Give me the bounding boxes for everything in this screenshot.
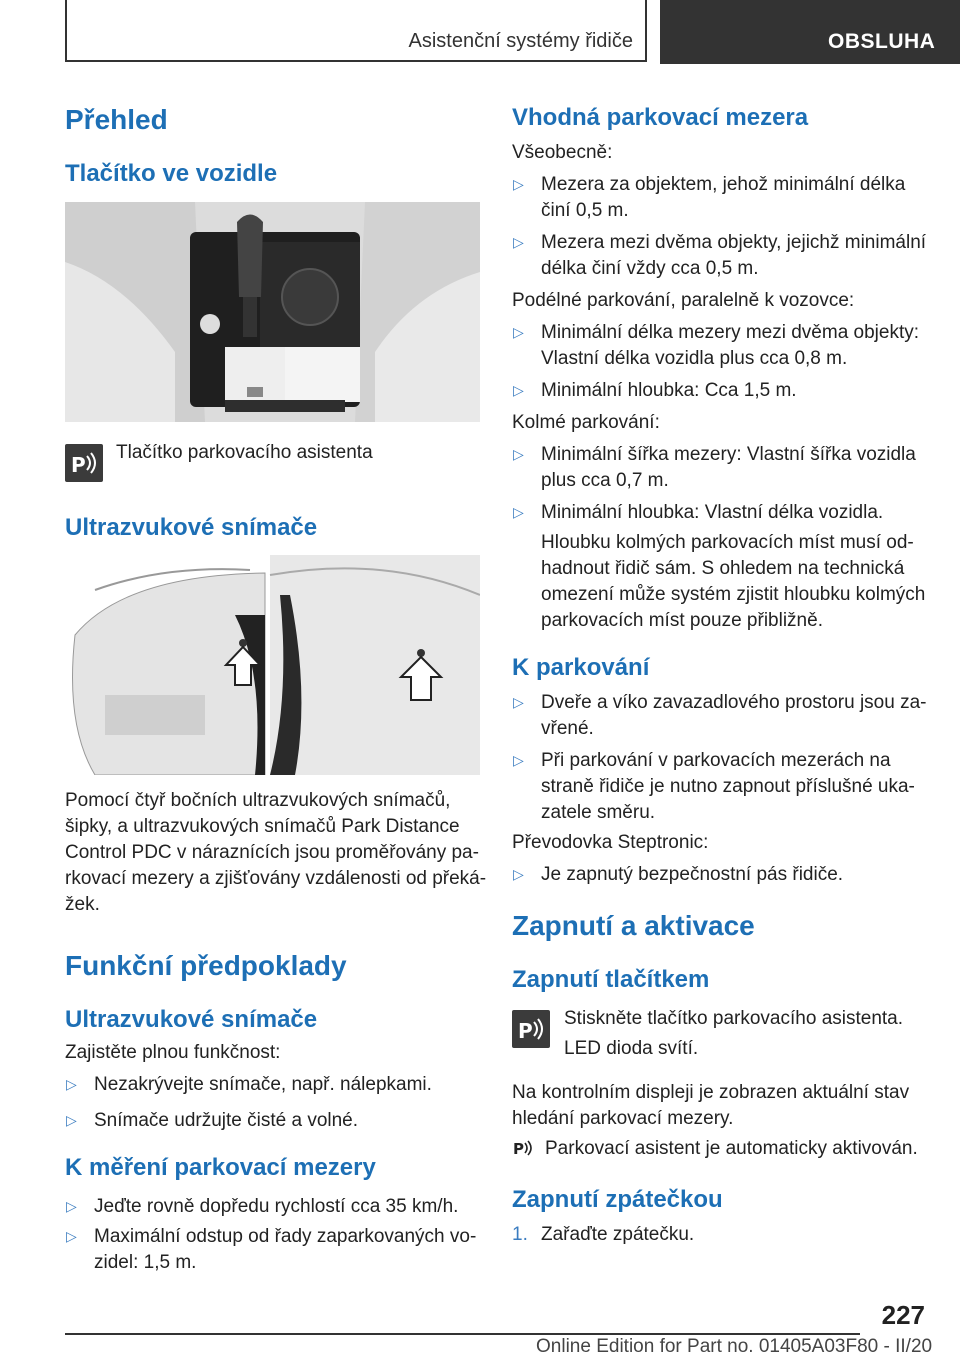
bullet-triangle-icon: ▷ bbox=[513, 504, 524, 520]
bullet-podelne-1b: Vlastní délka vozidla plus cca 0,8 m. bbox=[541, 348, 848, 369]
bullet-mereni-2a: Maximální odstup od řady zaparkovaných vo- bbox=[94, 1226, 477, 1247]
bullet-triangle-icon: ▷ bbox=[513, 382, 524, 398]
bullet-podelne-1a: Minimální délka mezery mezi dvěma objekty: bbox=[541, 322, 920, 343]
park-assist-button-icon bbox=[512, 1010, 550, 1048]
bullet-general-2b: délka činí vždy cca 0,5 m. bbox=[541, 258, 759, 279]
kolme-text: Kolmé parkování: bbox=[512, 412, 660, 433]
bullet-sensors-1: Nezakrývejte snímače, např. nálepkami. bbox=[94, 1074, 432, 1095]
bullet-k-parkovani-2a: Při parkování v parkovacích mezerách na bbox=[541, 750, 891, 771]
ultrazvuk-line-2: šipky, a ultrazvukových snímačů Park Distance bbox=[65, 816, 460, 837]
bullet-triangle-icon: ▷ bbox=[513, 694, 524, 710]
bullet-general-1b: činí 0,5 m. bbox=[541, 200, 629, 221]
heading-k-parkovani: K parkování bbox=[512, 654, 650, 681]
bullet-triangle-icon: ▷ bbox=[66, 1076, 77, 1092]
bullet-triangle-icon: ▷ bbox=[513, 176, 524, 192]
bullet-podelne-2: Minimální hloubka: Cca 1,5 m. bbox=[541, 380, 797, 401]
bullet-triangle-icon: ▷ bbox=[66, 1198, 77, 1214]
bullet-triangle-icon: ▷ bbox=[513, 752, 524, 768]
park-assist-display-icon bbox=[512, 1136, 538, 1162]
heading-vhodna-mezera: Vhodná parkovací mezera bbox=[512, 104, 809, 131]
bullet-k-parkovani-1a: Dveře a víko zavazadlového prostoru jsou za- bbox=[541, 692, 927, 713]
bullet-triangle-icon: ▷ bbox=[66, 1228, 77, 1244]
photo-center-console bbox=[65, 202, 480, 422]
heading-ultrazvuk: Ultrazvukové snímače bbox=[65, 514, 318, 541]
heading-zapnuti-zpateckou: Zapnutí zpátečkou bbox=[512, 1186, 723, 1213]
step-number: 1. bbox=[512, 1224, 528, 1245]
heading-tlacitko: Tlačítko ve vozidle bbox=[65, 160, 278, 187]
bullet-general-1a: Mezera za objektem, jehož minimální délka bbox=[541, 174, 906, 195]
kolme-note-2: hadnout řidič sám. S ohledem na technická bbox=[541, 558, 905, 579]
ultrazvuk-line-5: žek. bbox=[65, 894, 100, 915]
footer-edition: Online Edition for Part no. 01405A03F80 - II/20 bbox=[536, 1336, 933, 1357]
stisknete-text: Stiskněte tlačítko parkovacího asistenta. bbox=[564, 1008, 904, 1029]
section-title: Asistenční systémy řidiče bbox=[408, 30, 633, 52]
bullet-kolme-1a: Minimální šířka mezery: Vlastní šířka vozidla bbox=[541, 444, 916, 465]
led-text: LED dioda svítí. bbox=[564, 1038, 699, 1059]
heading-funkcni-predpoklady: Funkční předpoklady bbox=[65, 950, 347, 981]
bullet-triangle-icon: ▷ bbox=[513, 234, 524, 250]
svg-text:P: P bbox=[71, 453, 86, 477]
prevodovka-text: Převodovka Steptronic: bbox=[512, 832, 709, 853]
bullet-triangle-icon: ▷ bbox=[513, 446, 524, 462]
heading-prehled: Přehled bbox=[65, 104, 168, 135]
heading-zapnuti-aktivace: Zapnutí a aktivace bbox=[512, 910, 755, 941]
podelne-text: Podélné parkování, paralelně k vozovce: bbox=[512, 290, 855, 311]
kontrolni-line-2: hledání parkovací mezery. bbox=[512, 1108, 734, 1129]
page-number: 227 bbox=[881, 1300, 925, 1330]
kolme-note-1: Hloubku kolmých parkovacích míst musí od- bbox=[541, 532, 914, 553]
heading-zapnuti-tlacitkem: Zapnutí tlačítkem bbox=[512, 966, 710, 993]
bullet-triangle-icon: ▷ bbox=[513, 324, 524, 340]
bullet-sensors-2: Snímače udržujte čisté a volné. bbox=[94, 1110, 359, 1131]
svg-text:P: P bbox=[518, 1019, 533, 1043]
kolme-note-4: parkovacích míst pouze přibližně. bbox=[541, 610, 823, 631]
bullet-mereni-2b: zidel: 1,5 m. bbox=[94, 1252, 197, 1273]
bullet-general-2a: Mezera mezi dvěma objekty, jejichž minimální bbox=[541, 232, 927, 253]
bullet-kolme-1b: plus cca 0,7 m. bbox=[541, 470, 669, 491]
bullet-k-parkovani-2c: zatele směru. bbox=[541, 802, 656, 823]
header-tab-label: OBSLUHA bbox=[828, 30, 936, 53]
bullet-kolme-2: Minimální hloubka: Vlastní délka vozidla. bbox=[541, 502, 884, 523]
heading-mereni: K měření parkovací mezery bbox=[65, 1154, 376, 1181]
ultrazvuk-line-4: rkovací mezery a zjišťovány vzdálenosti od překá- bbox=[65, 868, 487, 889]
kolme-note-3: omezení může systém zjistit hloubku kolmých bbox=[541, 584, 926, 605]
bullet-triangle-icon: ▷ bbox=[513, 866, 524, 882]
caption-park-assist-button: Tlačítko parkovacího asistenta bbox=[116, 442, 373, 463]
bullet-prevodovka-1: Je zapnutý bezpečnostní pás řidiče. bbox=[541, 864, 844, 885]
kontrolni-line-1: Na kontrolním displeji je zobrazen aktuální stav bbox=[512, 1082, 910, 1103]
asistent-aktivovan-text: Parkovací asistent je automaticky aktivován. bbox=[545, 1138, 918, 1159]
zajistete-text: Zajistěte plnou funkčnost: bbox=[65, 1042, 281, 1063]
vseobecne-text: Všeobecně: bbox=[512, 142, 613, 163]
svg-text:P: P bbox=[513, 1140, 524, 1158]
header-section-box bbox=[65, 0, 647, 62]
bullet-mereni-1: Jeďte rovně dopředu rychlostí cca 35 km/h. bbox=[94, 1196, 459, 1217]
bullet-triangle-icon: ▷ bbox=[66, 1112, 77, 1128]
photo-ultrasonic-sensors bbox=[65, 555, 480, 775]
ultrazvuk-line-3: Control PDC v náraznících jsou proměřovány pa- bbox=[65, 842, 479, 863]
step-text: Zařaďte zpátečku. bbox=[541, 1224, 695, 1245]
heading-ultrazvuk-2: Ultrazvukové snímače bbox=[65, 1006, 318, 1033]
header-tab bbox=[660, 0, 960, 64]
ultrazvuk-line-1: Pomocí čtyř bočních ultrazvukových snímačů, bbox=[65, 790, 451, 811]
footer-rule bbox=[65, 1333, 860, 1335]
bullet-k-parkovani-2b: straně řidiče je nutno zapnout příslušné uka- bbox=[541, 776, 915, 797]
bullet-k-parkovani-1b: vřené. bbox=[541, 718, 594, 739]
park-assist-button-icon bbox=[65, 444, 103, 482]
